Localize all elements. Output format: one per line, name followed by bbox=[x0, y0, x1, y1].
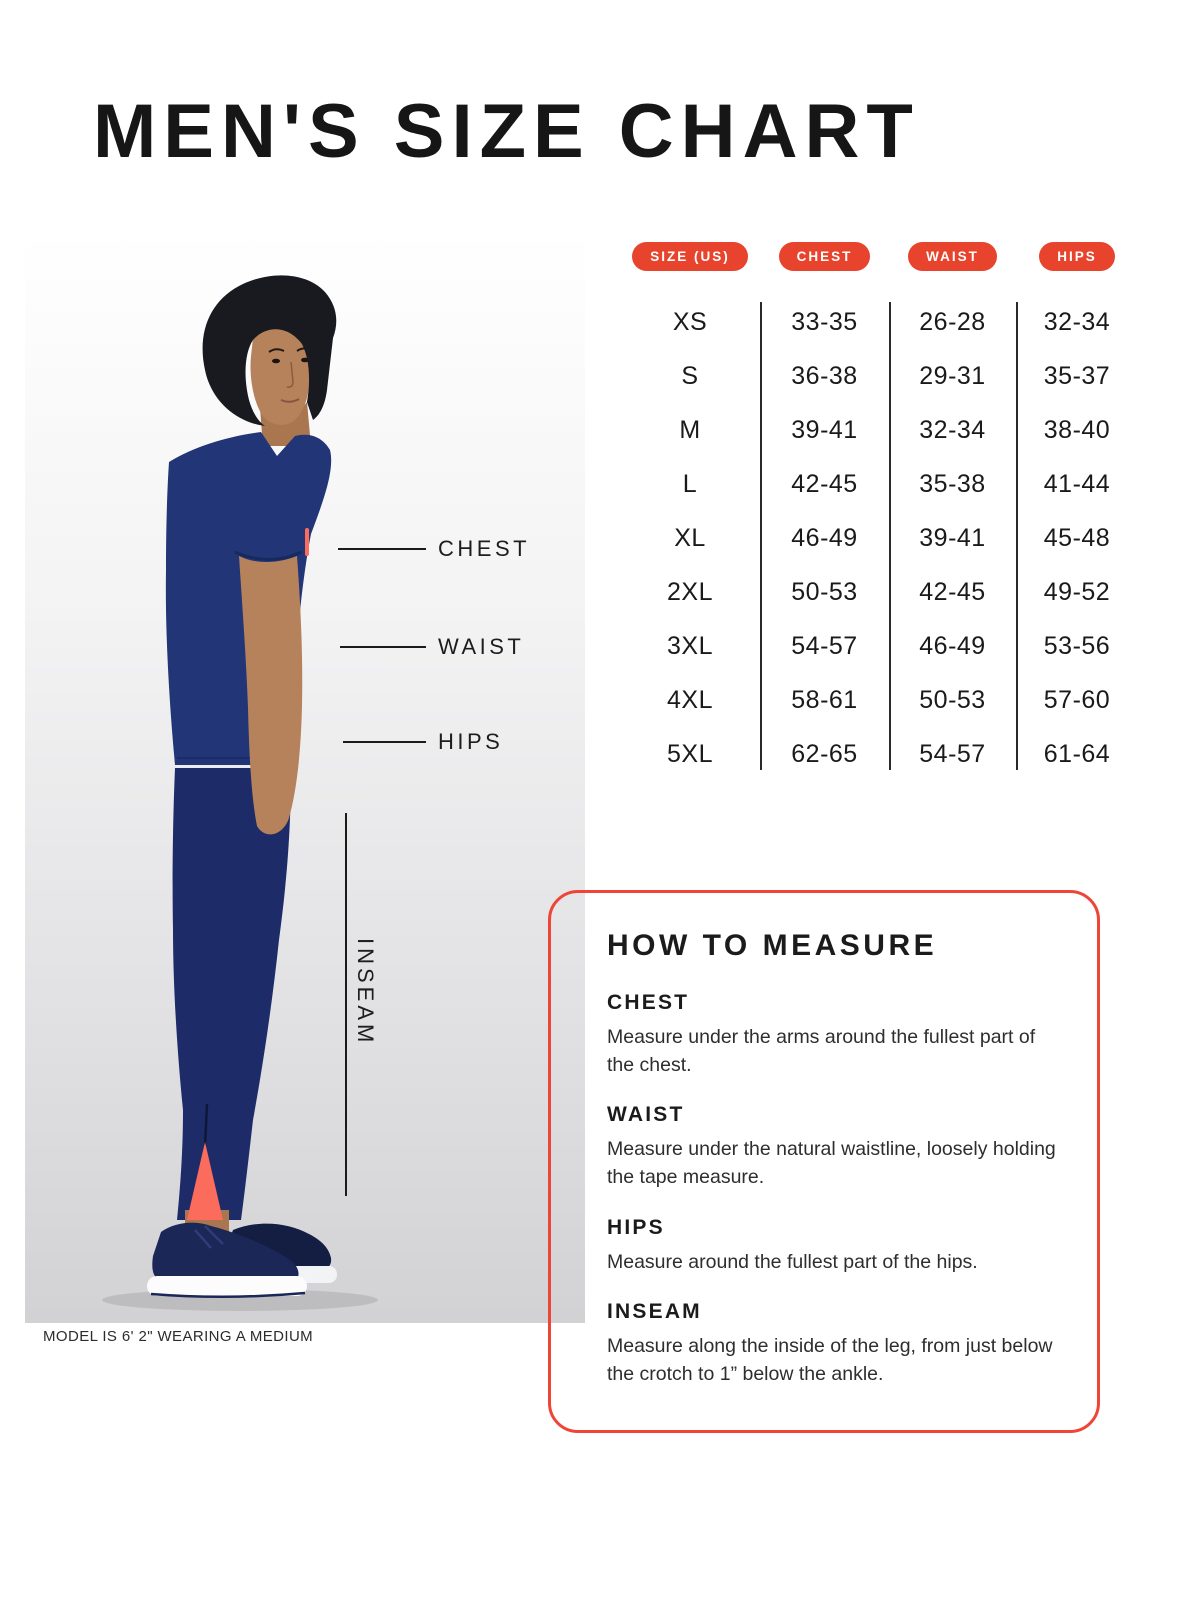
size-cell: L bbox=[682, 469, 698, 498]
waist-cell: 42-45 bbox=[919, 577, 986, 606]
header-pill-chest: CHEST bbox=[779, 242, 871, 271]
chest-cell: 58-61 bbox=[791, 685, 858, 714]
measure-section-inseam bbox=[607, 1300, 1057, 1388]
measure-section-waist bbox=[607, 1103, 1057, 1191]
hips-cell: 49-52 bbox=[1043, 577, 1111, 606]
header-cell bbox=[760, 242, 889, 271]
hips-cell: 35-37 bbox=[1043, 361, 1111, 390]
waist-cell: 29-31 bbox=[919, 361, 986, 390]
size-cell: 5XL bbox=[667, 739, 713, 768]
hips-cell: 45-48 bbox=[1043, 523, 1111, 552]
how-to-measure-title: HOW TO MEASURE bbox=[607, 929, 938, 962]
chest-cell: 36-38 bbox=[791, 361, 858, 390]
header-pill-waist: WAIST bbox=[908, 242, 997, 271]
size-cell: S bbox=[681, 361, 699, 390]
chest-pointer-label: CHEST bbox=[438, 536, 531, 561]
waist-cell: 54-57 bbox=[919, 739, 986, 768]
size-cell: 4XL bbox=[667, 685, 713, 714]
hips-cell: 57-60 bbox=[1043, 685, 1111, 714]
waist-cell: 50-53 bbox=[919, 685, 986, 714]
size-cell: XS bbox=[672, 307, 708, 336]
measure-heading: WAIST bbox=[607, 1103, 685, 1127]
header-pill-size: SIZE (US) bbox=[632, 242, 748, 271]
header-cell bbox=[1016, 242, 1138, 271]
chest-pointer-line bbox=[338, 548, 426, 550]
hips-cell: 61-64 bbox=[1043, 739, 1111, 768]
header-pill-hips: HIPS bbox=[1039, 242, 1115, 271]
size-cell: M bbox=[679, 415, 701, 444]
size-cell: 2XL bbox=[667, 577, 713, 606]
waist-pointer-line bbox=[340, 646, 426, 648]
size-table-header bbox=[620, 242, 1138, 271]
chest-cell: 39-41 bbox=[791, 415, 858, 444]
how-to-measure-box bbox=[548, 890, 1100, 1433]
model-caption: MODEL IS 6' 2" WEARING A MEDIUM bbox=[43, 1328, 314, 1345]
size-cell: 3XL bbox=[667, 631, 713, 660]
size-cell: XL bbox=[674, 523, 706, 552]
measure-heading: INSEAM bbox=[607, 1300, 702, 1324]
hips-cell: 53-56 bbox=[1043, 631, 1111, 660]
model-illustration bbox=[25, 230, 585, 1323]
model-photo bbox=[25, 230, 585, 1323]
chest-cell: 42-45 bbox=[791, 469, 858, 498]
header-cell bbox=[889, 242, 1016, 271]
measure-heading: CHEST bbox=[607, 991, 690, 1014]
measure-text: Measure under the natural waistline, loosely holding the tape measure. bbox=[607, 1138, 1056, 1189]
header-cell bbox=[620, 242, 760, 271]
hips-cell: 41-44 bbox=[1043, 469, 1111, 498]
measure-section-chest bbox=[607, 991, 1057, 1079]
hips-cell: 38-40 bbox=[1043, 415, 1111, 444]
inseam-pointer-label: INSEAM bbox=[353, 938, 378, 1047]
measure-text: Measure around the fullest part of the hips. bbox=[607, 1250, 978, 1273]
inseam-pointer-line bbox=[345, 813, 347, 1196]
chest-cell: 33-35 bbox=[791, 307, 858, 336]
measure-text: Measure under the arms around the fullest part of the chest. bbox=[607, 1026, 1036, 1076]
chest-cell: 54-57 bbox=[791, 631, 858, 660]
measure-text: Measure along the inside of the leg, from just below the crotch to 1” below the ankle. bbox=[607, 1335, 1053, 1386]
measure-section-hips bbox=[607, 1216, 1057, 1277]
chest-cell: 50-53 bbox=[791, 577, 858, 606]
measure-heading: HIPS bbox=[607, 1215, 665, 1239]
chest-cell: 62-65 bbox=[791, 739, 858, 768]
hips-cell: 32-34 bbox=[1043, 307, 1111, 336]
waist-cell: 32-34 bbox=[919, 415, 986, 444]
waist-cell: 26-28 bbox=[919, 307, 986, 336]
chest-cell: 46-49 bbox=[791, 523, 858, 552]
waist-cell: 46-49 bbox=[919, 631, 986, 660]
waist-cell: 39-41 bbox=[919, 523, 986, 552]
waist-pointer-label: WAIST bbox=[438, 634, 525, 659]
hips-pointer-line bbox=[343, 741, 426, 743]
hips-pointer-label: HIPS bbox=[438, 729, 504, 754]
page-title: MEN'S SIZE CHART bbox=[93, 89, 920, 174]
waist-cell: 35-38 bbox=[919, 469, 986, 498]
size-table-body bbox=[620, 295, 1138, 781]
